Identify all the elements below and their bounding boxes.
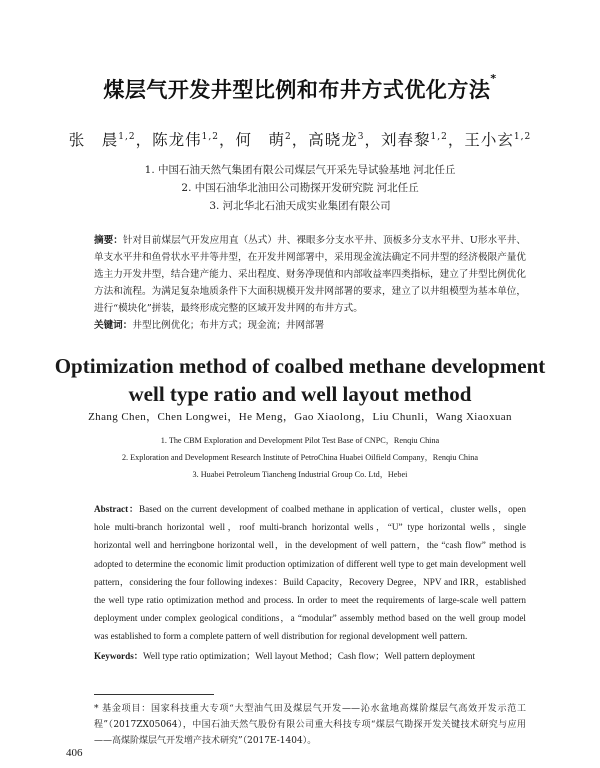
abstract-cn-label: 摘要： — [94, 235, 123, 246]
abstract-cn — [94, 232, 526, 334]
title-cn: 煤层气开发井型比例和布井方式优化方法* — [103, 72, 497, 102]
author-separator: ， — [447, 131, 465, 149]
keywords-en — [94, 648, 526, 662]
abstract-en-text: Based on the current development of coalbed methane in application of vertical，cluster wells，open hole multi-branch horizontal well，roof multi-branch horizontal wells，“U” type horizontal wells，single horizontal well and herringbone horizontal well，in the development of well pattern，the “cash flow” method is adopted to determine the economic limit production optimization of different well type to get main development well pattern，considering the four following indexes：Build Capacity，Recovery Degree，NPV and IRR，established the well type ratio optimization method and process. In order to meet the requirements of large-scale well pattern deployment under complex geological conditions，a “modular” assembly method based on the well group model was established to form a complete pattern of well distribution for regional development well pattern. — [94, 504, 526, 642]
footnote-text: 基金项目：国家科技重大专项“大型油气田及煤层气开发——沁水盆地高煤阶煤层气高效开发示范工程”（2017ZX05064），中国石油天然气股份有限公司重大科技专项“煤层气勘探开发关键技术研究与应用——高煤阶煤层气开发增产技术研究”（2017E-1404）。 — [94, 704, 526, 746]
author-affiliation-mark: 1,2 — [201, 131, 219, 142]
affiliation-cn-1: 1. 中国石油天然气集团有限公司煤层气开采先导试验基地 河北任丘 — [144, 164, 456, 176]
author-cn: 王小玄 — [464, 131, 514, 149]
author-separator: ， — [218, 131, 236, 149]
author-cn: 高晓龙 — [308, 131, 358, 149]
affiliation-en-1: 1. The CBM Exploration and Development Pilot Test Base of CNPC，Renqiu China — [160, 436, 440, 445]
author-cn: 刘春黎 — [381, 131, 431, 149]
author-affiliation-mark: 1,2 — [513, 131, 532, 142]
author-affiliation-mark: 1,2 — [430, 131, 448, 142]
authors-en: Zhang Chen，Chen Longwei，He Meng，Gao Xiaolong，Liu Chunli，Wang Xiaoxuan — [88, 411, 512, 423]
authors-cn — [0, 128, 600, 150]
abstract-en — [94, 500, 526, 646]
footnote-rule — [94, 694, 214, 695]
footnote — [94, 701, 526, 749]
abstract-cn-text: 针对目前煤层气开发应用直（丛式）井、裸眼多分支水平井、顶板多分支水平井、U形水平井、单支水平井和鱼骨状水平井等井型，在开发井网部署中，采用现金流法确定不同井型的经济极限产量优选主力开发井型，结合建产能力、采出程度、财务净现值和内部收益率四类指标，建立了井型比例优化方法和流程。为满足复杂地质条件下大面积规模开发井网部署的要求，建立了以井组模型为基本单位，进行“模块化”拼装，最终形成完整的区域开发井网的布井方式。 — [94, 235, 526, 314]
title-footnote-mark: * — [490, 72, 497, 85]
affiliation-en-3: 3. Huabei Petroleum Tiancheng Industrial Group Co. Ltd，Hebei — [192, 470, 408, 479]
affiliation-en-2: 2. Exploration and Development Research Institute of PetroChina Huabei Oilfield Company，Renqiu China — [121, 453, 479, 462]
page-number: 406 — [66, 747, 83, 759]
author-cn: 张 晨 — [68, 131, 119, 149]
title-en-line-2: well type ratio and well layout method — [128, 382, 472, 406]
affiliation-cn-2: 2. 中国石油华北油田公司勘探开发研究院 河北任丘 — [181, 182, 419, 194]
footnote-mark: * — [94, 704, 99, 714]
keywords-en-text: Well type ratio optimization；Well layout Method；Cash flow；Well pattern deployment — [143, 651, 476, 661]
author-separator: ， — [135, 131, 153, 149]
author-affiliation-mark: 2 — [285, 131, 292, 142]
author-cn: 何 萌 — [235, 131, 285, 149]
author-separator: ， — [364, 131, 382, 149]
author-affiliation-mark: 3 — [357, 131, 365, 142]
title-en — [0, 352, 600, 408]
author-cn: 陈龙伟 — [152, 131, 202, 149]
affiliation-cn-3: 3. 河北华北石油天成实业集团有限公司 — [209, 200, 391, 212]
author-separator: ， — [291, 131, 309, 149]
abstract-en-label: Abstract： — [94, 504, 139, 514]
title-en-line-1: Optimization method of coalbed methane development — [54, 354, 546, 378]
keywords-cn-text: 井型比例优化；布井方式；现金流；井网部署 — [132, 320, 325, 331]
author-affiliation-mark: 1,2 — [118, 131, 136, 142]
keywords-cn-label: 关键词： — [94, 320, 133, 331]
keywords-en-label: Keywords： — [94, 651, 143, 661]
